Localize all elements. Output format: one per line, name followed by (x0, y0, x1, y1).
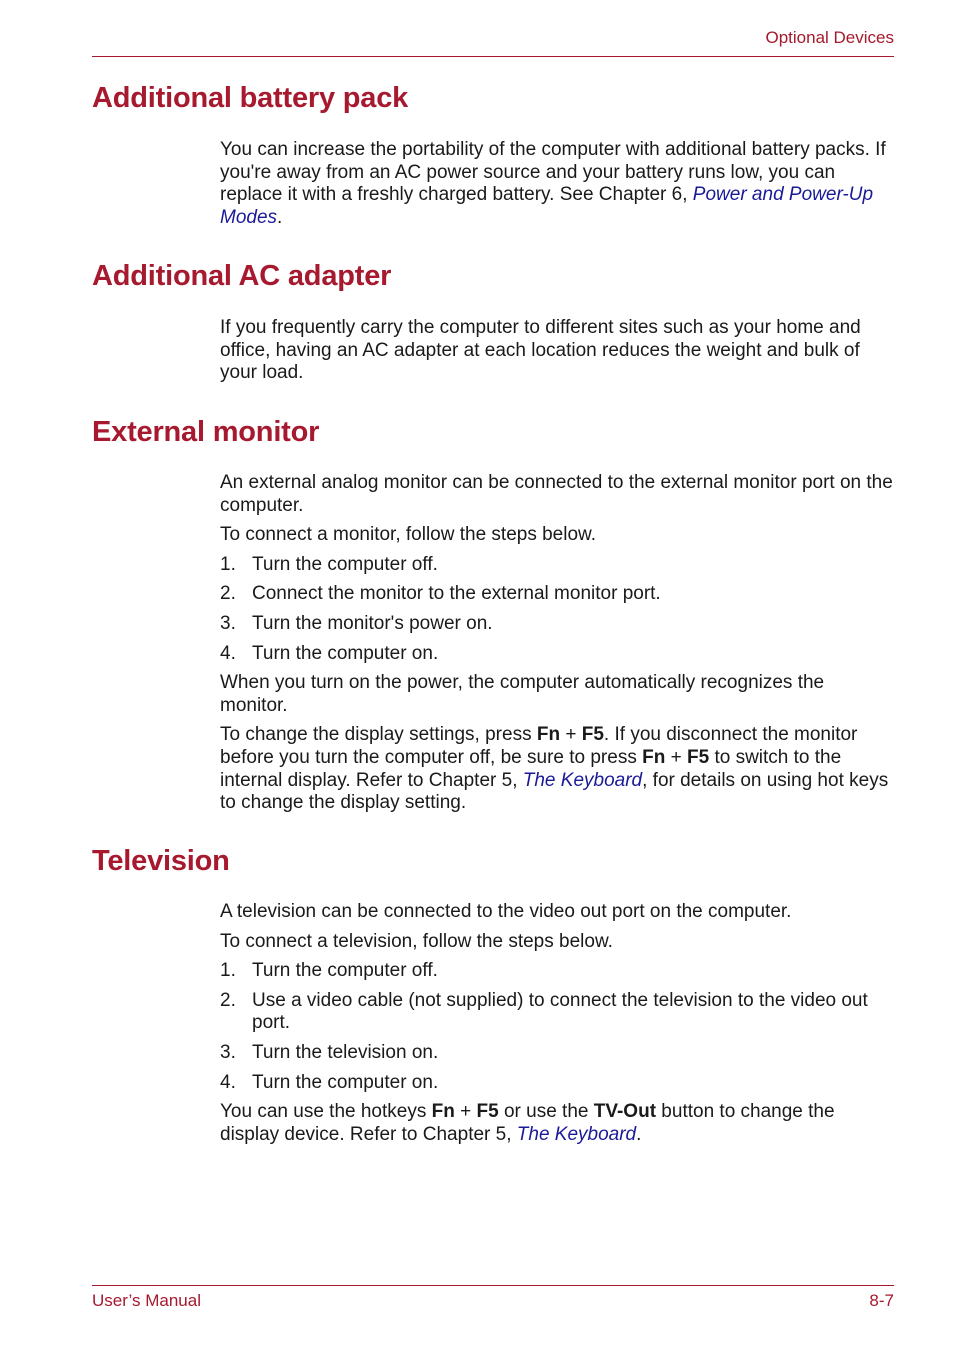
text-run: or use the (498, 1101, 594, 1123)
text-run: to switch to the internal display. Refer to Chapter 5, (220, 746, 842, 791)
monitor-steps-list (220, 554, 894, 665)
step-number: 4. (220, 642, 236, 664)
section-tv-body (220, 901, 894, 1153)
link-power-modes[interactable]: Power and Power-Up Modes (220, 184, 874, 228)
step-text: Use a video cable (not supplied) to connect the television to the video out port. (252, 989, 868, 1034)
ac-paragraph: If you frequently carry the computer to different sites such as your home and office, having an AC adapter at each location reduces the weight and bulk of your load. (220, 317, 861, 384)
key-fn: Fn (642, 746, 666, 768)
monitor-paragraph-2: To connect a monitor, follow the steps below. (220, 524, 596, 546)
text-run: + (454, 1101, 477, 1123)
key-f5: F5 (687, 746, 710, 768)
section-ac-body (220, 317, 894, 392)
key-fn: Fn (431, 1101, 455, 1123)
text-run: You can use the hotkeys (220, 1101, 432, 1123)
section-battery-body (220, 139, 894, 236)
battery-paragraph (220, 139, 894, 229)
monitor-paragraph-4 (220, 724, 894, 814)
monitor-paragraph-3: When you turn on the power, the computer automatically recognizes the monitor. (220, 672, 825, 716)
link-the-keyboard[interactable]: The Keyboard (522, 769, 643, 791)
step-number: 3. (220, 612, 236, 634)
heading-television: Television (92, 845, 230, 877)
step-text: Turn the computer on. (252, 1071, 439, 1093)
header-rule (92, 56, 894, 57)
step-text: Turn the monitor's power on. (252, 612, 493, 634)
text-run: . If you disconnect the monitor before you turn the computer off, be sure to press (220, 724, 858, 768)
step-text: Turn the computer off. (252, 553, 438, 575)
step-number: 3. (220, 1041, 236, 1063)
list-item (220, 990, 894, 1035)
link-the-keyboard[interactable]: The Keyboard (516, 1123, 637, 1145)
step-number: 2. (220, 989, 236, 1011)
header-title: Optional Devices (765, 28, 894, 47)
key-f5: F5 (476, 1101, 499, 1123)
list-item (220, 1072, 894, 1095)
footer-rule (92, 1285, 894, 1286)
tv-out-button-label: TV-Out (593, 1101, 657, 1123)
tv-paragraph-1: A television can be connected to the video out port on the computer. (220, 901, 792, 922)
tv-paragraph-3 (220, 1101, 894, 1146)
step-number: 1. (220, 553, 236, 575)
heading-external-monitor: External monitor (92, 416, 320, 448)
tv-paragraph-2: To connect a television, follow the steps below. (220, 930, 613, 952)
list-item (220, 960, 894, 983)
battery-text-end: . (277, 206, 283, 228)
text-run: To change the display settings, press (220, 724, 537, 746)
step-text: Turn the television on. (252, 1041, 439, 1063)
heading-additional-battery-pack: Additional battery pack (92, 82, 409, 114)
list-item (220, 554, 894, 577)
list-item (220, 613, 894, 636)
step-number: 1. (220, 960, 236, 982)
battery-text: You can increase the portability of the computer with additional battery packs. If you're away from an AC power source and your battery runs low, you can replace it with a freshly charged battery. See Chapter 6, (220, 139, 886, 206)
list-item (220, 643, 894, 666)
list-item (220, 1042, 894, 1065)
step-number: 2. (220, 583, 236, 605)
footer-manual-title: User’s Manual (92, 1291, 201, 1310)
text-run: + (665, 746, 687, 768)
text-run: + (560, 724, 582, 746)
text-run: , for details on using hot keys to change the display setting. (220, 769, 889, 814)
step-text: Connect the monitor to the external monitor port. (252, 583, 661, 605)
text-run: button to change the display device. Refer to Chapter 5, (220, 1101, 835, 1145)
footer-page-number: 8-7 (869, 1291, 894, 1310)
section-monitor-body (220, 472, 894, 822)
key-f5: F5 (581, 724, 604, 746)
tv-steps-list (220, 960, 894, 1094)
step-number: 4. (220, 1071, 236, 1093)
step-text: Turn the computer on. (252, 642, 439, 664)
list-item (220, 583, 894, 606)
monitor-paragraph-1: An external analog monitor can be connected to the external monitor port on the computer. (220, 472, 893, 516)
heading-additional-ac-adapter: Additional AC adapter (92, 260, 392, 292)
text-run: . (636, 1123, 642, 1145)
step-text: Turn the computer off. (252, 960, 438, 982)
key-fn: Fn (536, 724, 561, 746)
